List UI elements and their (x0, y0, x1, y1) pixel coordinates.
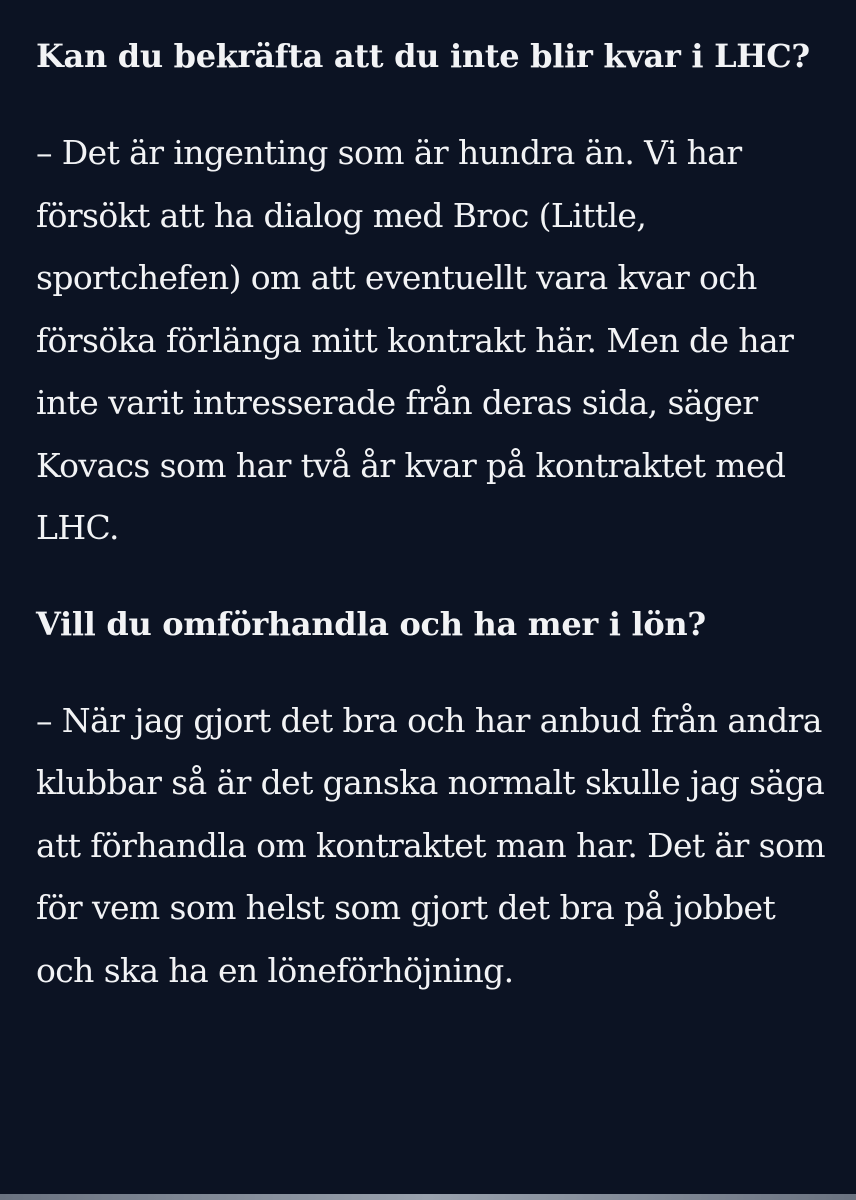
interview-question: Vill du omförhandla och ha mer i lön? (36, 604, 706, 643)
interview-answer: – Det är ingenting som är hundra än. Vi har försökt att ha dialog med Broc (Little, sportchefen) om att eventuellt vara kvar och försöka förlänga mitt kontrakt här. Men de har inte varit intresserade från deras sida, säger Kovacs som har två år kvar på kontraktet med LHC. (36, 133, 794, 547)
article-body (36, 28, 836, 1002)
interview-question: Kan du bekräfta att du inte blir kvar i LHC? (36, 37, 810, 75)
image-edge-strip (0, 1194, 856, 1200)
interview-answer: – När jag gjort det bra och har anbud från andra klubbar så är det ganska normalt skulle jag säga att förhandla om kontraktet man har. Det är som för vem som helst som gjort det bra på jobbet och ska ha en löneförhöjning. (36, 700, 825, 990)
